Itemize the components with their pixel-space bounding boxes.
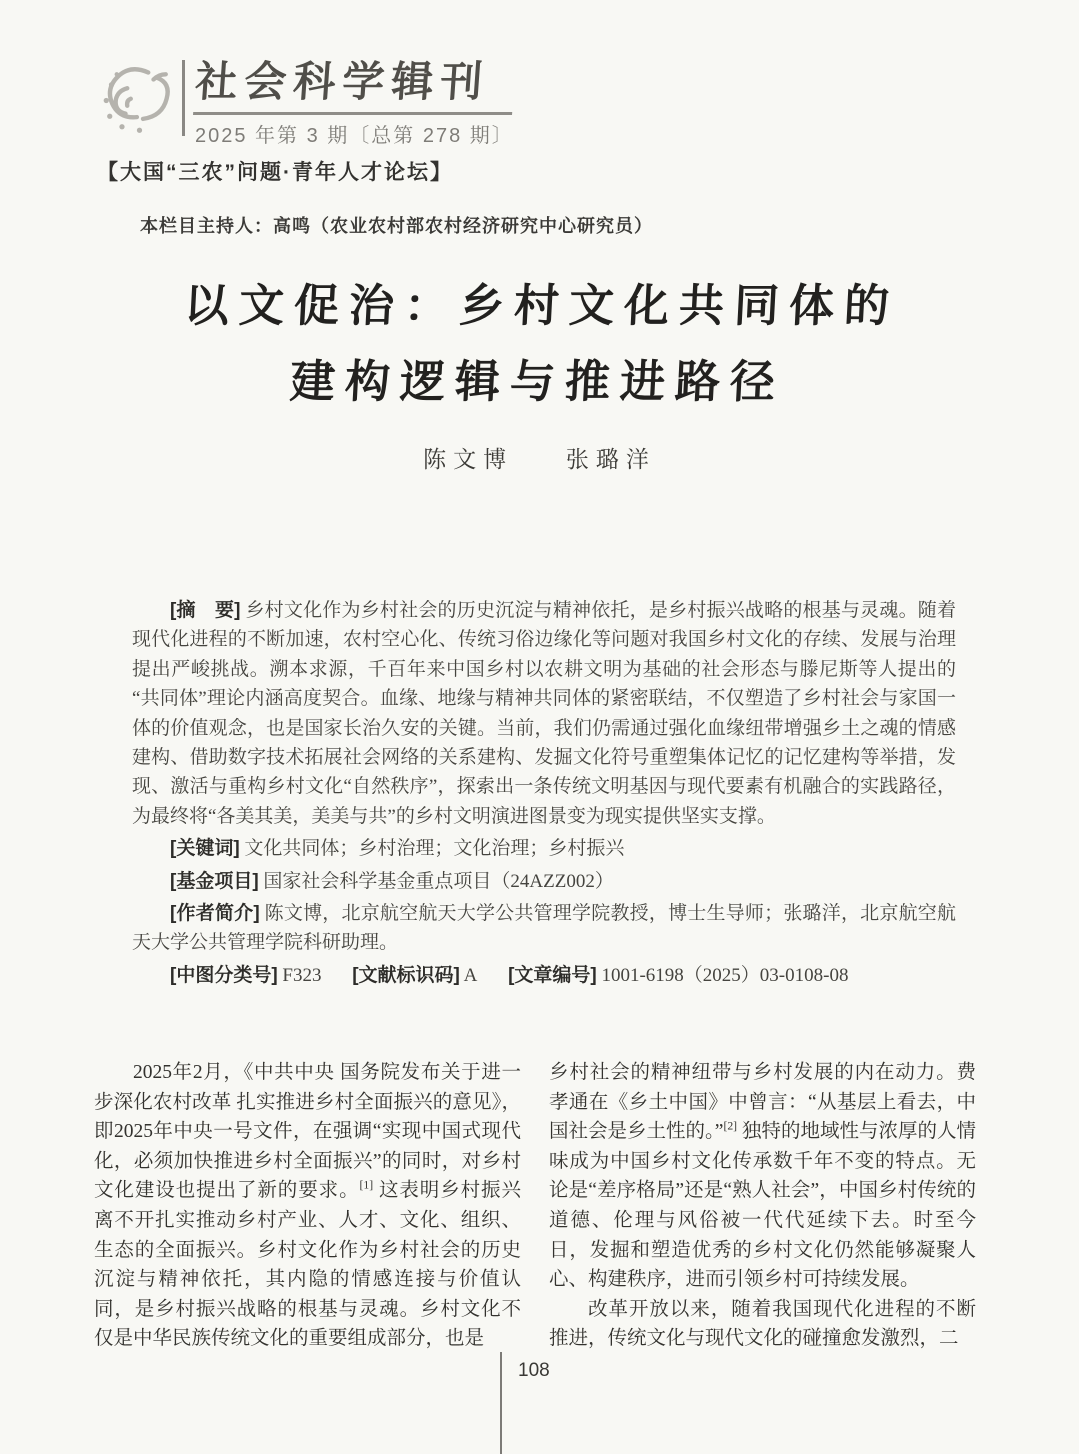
issue-info: 2025 年第 3 期〔总第 278 期〕 xyxy=(195,125,514,147)
article-id-value: 1001-6198（2025）03-0108-08 xyxy=(601,964,849,986)
author-name: 张璐洋 xyxy=(565,447,656,472)
body-paragraph xyxy=(549,1295,976,1354)
keywords-line xyxy=(132,834,956,863)
clc-value: F323 xyxy=(282,964,322,986)
keywords-text: 文化共同体；乡村治理；文化治理；乡村振兴 xyxy=(244,838,625,860)
abstract-paragraph xyxy=(132,596,956,831)
footnote-ref-2: [2] xyxy=(723,1119,738,1133)
doc-code-label: [文献标识码] xyxy=(352,964,460,986)
masthead-divider xyxy=(182,60,185,136)
abstract-label: [摘 要] xyxy=(170,600,241,621)
clc-pair xyxy=(170,965,321,986)
body-paragraph xyxy=(549,1058,976,1295)
doc-code-value: A xyxy=(463,964,478,986)
phoenix-logo-icon xyxy=(92,62,180,146)
left-column xyxy=(94,1058,521,1354)
footnote-ref-1: [1] xyxy=(359,1178,374,1192)
bio-text: 陈文博，北京航空航天大学公共管理学院教授，博士生导师；张璐洋，北京航空航天大学公共管理学院科研助理。 xyxy=(132,903,956,954)
keywords-label: [关键词] xyxy=(170,838,240,860)
front-matter xyxy=(132,596,956,993)
classification-line xyxy=(132,961,956,990)
column-host-line: 本栏目主持人：高鸣（农业农村部农村经济研究中心研究员） xyxy=(140,216,653,236)
author-name: 陈文博 xyxy=(423,447,514,472)
paragraph-text: 改革开放以来，随着我国现代化进程的不断推进，传统文化与现代文化的碰撞愈发激烈，二 xyxy=(549,1298,976,1350)
paragraph-text: 独特的地域性与浓厚的人情味成为中国乡村文化传承数千年不变的特点。无论是“差序格局”还是“熟人社会”，中国乡村传统的道德、伦理与风俗被一代代延续下去。时至今日，发掘和塑造优秀的乡村文化仍然能够凝聚人心、构建秩序，进而引领乡村可持续发展。 xyxy=(549,1121,976,1291)
article-id-label: [文章编号] xyxy=(508,964,597,986)
footer-divider xyxy=(500,1352,502,1454)
journal-masthead xyxy=(92,58,514,148)
paragraph-text: 2025年2月，《中共中央 国务院发布关于进一步深化农村改革 扎实推进乡村全面振兴的意见》，即2025年中央一号文件，在强调“实现中国式现代化，必须加快推进乡村全面振兴”的同时，对乡村文化建设也提出了新的要求。 xyxy=(94,1062,521,1202)
body-text xyxy=(94,1058,976,1354)
article-id-pair xyxy=(508,965,848,986)
doc-code-pair xyxy=(352,965,477,986)
page-number: 108 xyxy=(518,1360,550,1381)
journal-title: 社会科学辑刊 xyxy=(193,58,516,115)
section-tag: 【大国“三农”问题·青年人才论坛】 xyxy=(97,161,453,184)
right-column xyxy=(549,1058,976,1354)
article-title-line2: 建构逻辑与推进路径 xyxy=(288,357,787,407)
paragraph-text: 这表明乡村振兴离不开扎实推动乡村产业、人才、文化、组织、生态的全面振兴。乡村文化作为乡村社会的历史沉淀与精神依托，其内隐的情感连接与价值认同，是乡村振兴战略的根基与灵魂。乡村文化不仅是中华民族传统文化的重要组成部分，也是 xyxy=(94,1180,521,1350)
author-list xyxy=(0,441,1079,474)
abstract-text: 乡村文化作为乡村社会的历史沉淀与精神依托，是乡村振兴战略的根基与灵魂。随着现代化进程的不断加速，农村空心化、传统习俗边缘化等问题对我国乡村文化的存续、发展与治理提出严峻挑战。溯本求源，千百年来中国乡村以农耕文明为基础的社会形态与滕尼斯等人提出的“共同体”理论内涵高度契合。血缘、地缘与精神共同体的紧密联结，不仅塑造了乡村社会与家国一体的价值观念，也是国家长治久安的关键。当前，我们仍需通过强化血缘纽带增强乡土之魂的情感建构、借助数字技术拓展社会网络的关系建构、发掘文化符号重塑集体记忆的记忆建构等举措，发现、激活与重构乡村文化“自然秩序”，探索出一条传统文明基因与现代要素有机融合的实践路径，为最终将“各美其美，美美与共”的乡村文明演进图景变为现实提供坚实支撑。 xyxy=(132,600,957,827)
article-title-line1: 以文促治：乡村文化共同体的 xyxy=(182,281,901,331)
article-title xyxy=(0,268,1079,420)
fund-text: 国家社会科学基金重点项目（24AZZ002） xyxy=(263,870,614,892)
body-paragraph xyxy=(94,1058,521,1354)
paragraph-text: 乡村社会的精神纽带与乡村发展的内在动力。费孝通在《乡土中国》中曾言：“从基层上看去，中国社会是乡土性的。” xyxy=(549,1062,976,1143)
bio-label: [作者简介] xyxy=(170,903,260,925)
fund-label: [基金项目] xyxy=(170,870,259,892)
clc-label: [中图分类号] xyxy=(170,964,278,986)
fund-line xyxy=(132,867,956,896)
author-bio-line xyxy=(132,899,956,958)
